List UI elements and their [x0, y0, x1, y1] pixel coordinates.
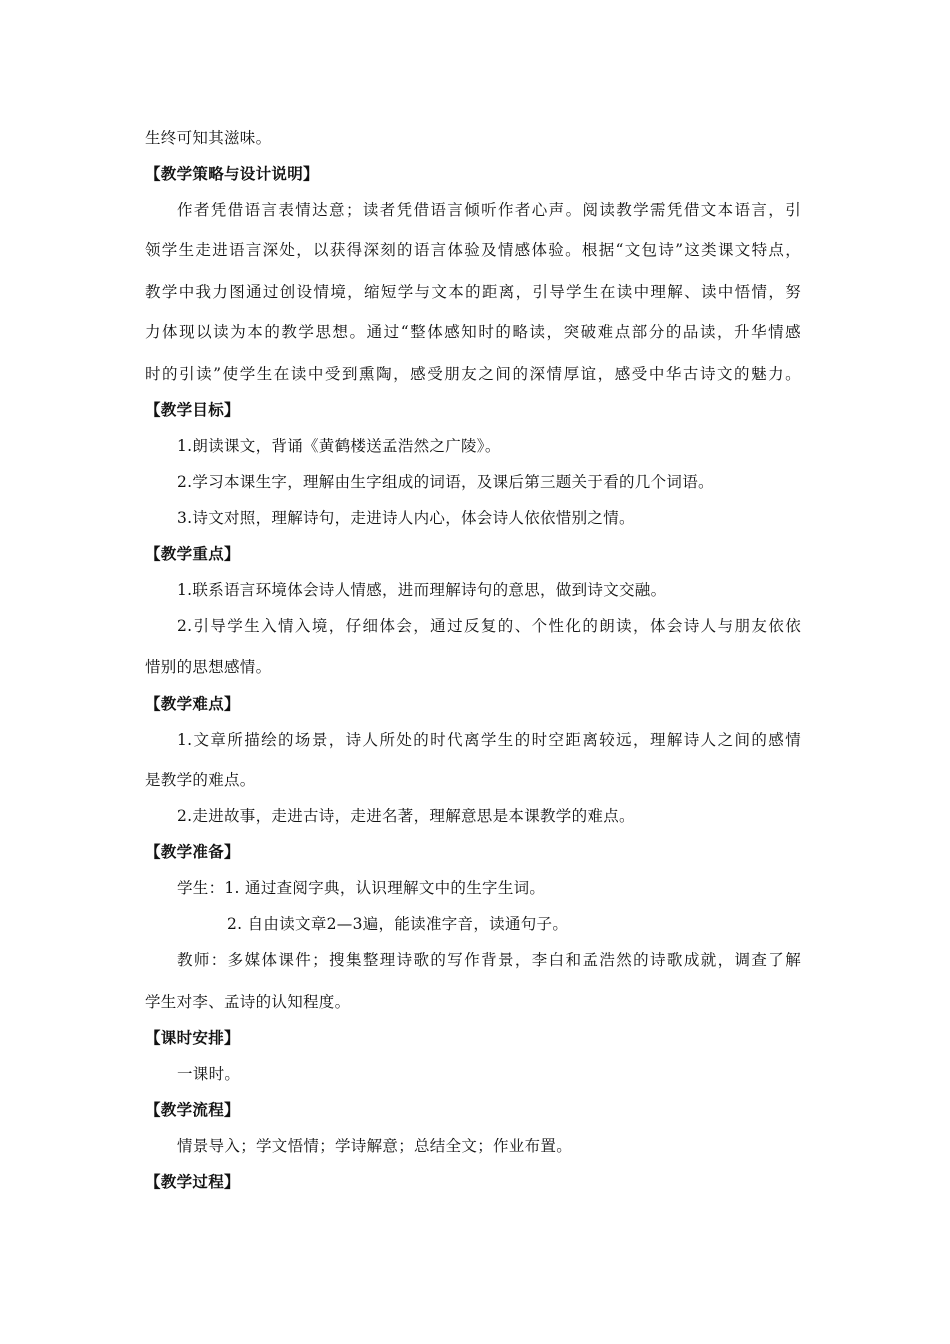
- section-heading-strategy: 【教学策略与设计说明】: [145, 164, 319, 183]
- text-line: 学生对李、孟诗的认知程度。: [145, 993, 351, 1011]
- list-item: 1.文章所描绘的场景，诗人所处的时代离学生的时空距离较远，理解诗人之间的感情: [177, 731, 801, 749]
- paragraph-line: 教学中我力图通过创设情境，缩短学与文本的距离，引导学生在读中理解、读中悟情，努: [145, 283, 801, 301]
- section-heading-prep: 【教学准备】: [145, 842, 240, 861]
- list-item: 2.走进故事，走进古诗，走进名著，理解意思是本课教学的难点。: [177, 807, 635, 825]
- list-item: 3.诗文对照，理解诗句，走进诗人内心，体会诗人依依惜别之情。: [177, 509, 635, 527]
- section-heading-schedule: 【课时安排】: [145, 1028, 240, 1047]
- section-heading-process: 【教学过程】: [145, 1172, 240, 1191]
- section-heading-difficulty: 【教学难点】: [145, 694, 240, 713]
- paragraph-line: 作者凭借语言表情达意；读者凭借语言倾听作者心声。阅读教学需凭借文本语言，引: [177, 201, 801, 219]
- text-line: 情景导入；学文悟情；学诗解意；总结全文；作业布置。: [177, 1137, 573, 1155]
- paragraph-line: 力体现以读为本的教学思想。通过“整体感知时的略读，突破难点部分的品读，升华情感: [145, 323, 801, 341]
- section-heading-flow: 【教学流程】: [145, 1100, 240, 1119]
- section-heading-goal: 【教学目标】: [145, 400, 240, 419]
- paragraph-line: 时的引读”使学生在读中受到熏陶，感受朋友之间的深情厚谊，感受中华古诗文的魅力。: [145, 365, 801, 383]
- list-item: 1.朗读课文，背诵《黄鹤楼送孟浩然之广陵》。: [177, 437, 501, 455]
- list-item: 2. 自由读文章2—3遍，能读准字音，读通句子。: [227, 915, 569, 933]
- list-item: 2.学习本课生字，理解由生字组成的词语，及课后第三题关于看的几个词语。: [177, 473, 714, 491]
- paragraph-line: 教师：多媒体课件；搜集整理诗歌的写作背景，李白和孟浩然的诗歌成就，调查了解: [177, 951, 801, 969]
- text-line: 生终可知其滋味。: [145, 129, 272, 147]
- paragraph-line: 领学生走进语言深处，以获得深刻的语言体验及情感体验。根据“文包诗”这类课文特点，: [145, 241, 801, 259]
- list-item: 学生：1. 通过查阅字典，认识理解文中的生字生词。: [177, 879, 546, 897]
- text-line: 一课时。: [177, 1065, 241, 1083]
- text-line: 是教学的难点。: [145, 771, 256, 789]
- section-heading-key: 【教学重点】: [145, 544, 240, 563]
- list-item: 2.引导学生入情入境，仔细体会，通过反复的、个性化的朗读，体会诗人与朋友依依: [177, 617, 801, 635]
- list-item: 1.联系语言环境体会诗人情感，进而理解诗句的意思，做到诗文交融。: [177, 581, 667, 599]
- text-line: 惜别的思想感情。: [145, 658, 272, 676]
